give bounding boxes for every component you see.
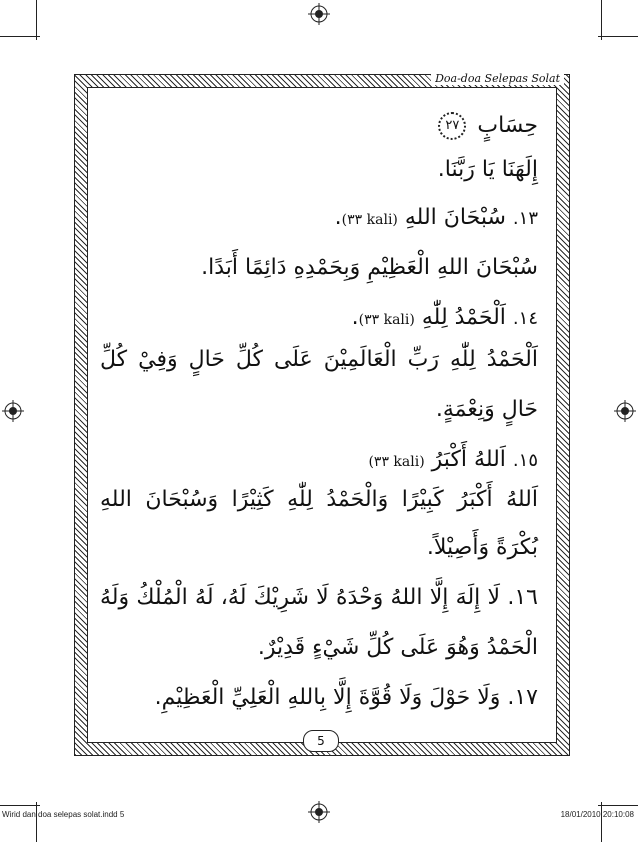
- crop-mark: [36, 0, 37, 40]
- text-line: [201, 256, 538, 280]
- registration-mark-icon: [2, 400, 24, 422]
- repeat-count: (٣٣ kali): [358, 312, 415, 328]
- arabic-text: اَللهُ أَكْبَرُ: [431, 447, 506, 472]
- text-line: [438, 158, 538, 182]
- text-line: [427, 536, 538, 560]
- numbered-item: [335, 206, 538, 230]
- punctuation: .: [334, 205, 342, 230]
- arabic-text: ١٧. وَلَا حَوْلَ وَلَا قُوَّةَ إِلَّا بِاللهِ الْعَلِيِّ الْعَظِيْمِ.: [154, 685, 538, 710]
- arabic-text: حَالٍ وَنِعْمَةٍ.: [435, 397, 538, 422]
- repeat-count: (٣٣ kali): [368, 454, 425, 470]
- crop-mark: [36, 802, 37, 842]
- item-number: ١٣.: [512, 208, 538, 229]
- text-line: [100, 348, 538, 372]
- text-line: [434, 112, 538, 140]
- arabic-text: بُكْرَةً وَأَصِيْلاً.: [426, 535, 538, 560]
- crop-mark: [0, 805, 40, 806]
- repeat-count: (٣٣ kali): [341, 212, 398, 228]
- punctuation: .: [351, 305, 359, 330]
- arabic-text: حِسَابٍ: [477, 113, 538, 138]
- slug-timestamp: 18/01/2010 20:10:08: [560, 810, 634, 819]
- numbered-item: [155, 686, 538, 710]
- registration-mark-icon: [614, 400, 636, 422]
- item-number: ١٥.: [512, 450, 538, 471]
- numbered-item: [368, 448, 538, 472]
- slug-filename: Wirid dan doa selepas solat.indd 5: [2, 810, 125, 819]
- arabic-text: إِلَهَنَا يَا رَبَّنَا.: [437, 157, 538, 182]
- text-line: [436, 398, 538, 422]
- crop-mark: [601, 802, 602, 842]
- page-number: 5: [303, 730, 339, 752]
- arabic-text: اَلْحَمْدُ لِلّٰهِ: [421, 305, 506, 330]
- numbered-item: [352, 306, 538, 330]
- text-line: [258, 636, 538, 660]
- crop-mark: [601, 0, 602, 40]
- arabic-text: الْحَمْدُ وَهُوَ عَلَى كُلِّ شَيْءٍ قَدِيْرٌ.: [257, 635, 538, 660]
- registration-mark-icon: [308, 801, 330, 823]
- item-number: ١٤.: [512, 308, 538, 329]
- arabic-text: اَللهُ أَكْبَرُ كَبِيْرًا وَالْحَمْدُ لِلّٰهِ كَثِيْرًا وَسُبْحَانَ اللهِ: [100, 487, 538, 512]
- arabic-text: سُبْحَانَ اللهِ: [404, 205, 506, 230]
- crop-mark: [598, 805, 638, 806]
- registration-mark-icon: [308, 3, 330, 25]
- text-line: [100, 488, 538, 512]
- verse-marker: ٢٧: [438, 112, 466, 140]
- crop-mark: [0, 36, 40, 37]
- numbered-item: [100, 586, 538, 610]
- running-header: Doa-doa Selepas Solat: [431, 72, 564, 85]
- arabic-text: اَلْحَمْدُ لِلّٰهِ رَبِّ الْعَالَمِيْنَ عَلَى كُلِّ حَالٍ وَفِيْ كُلِّ: [100, 347, 538, 372]
- arabic-text: ١٦. لَا إِلَهَ إِلَّا اللهُ وَحْدَهُ لَا شَرِيْكَ لَهُ، لَهُ الْمُلْكُ وَلَهُ: [100, 585, 538, 610]
- arabic-text: سُبْحَانَ اللهِ الْعَظِيْمِ وَبِحَمْدِهِ دَائِمًا أَبَدًا.: [201, 255, 538, 280]
- crop-mark: [598, 36, 638, 37]
